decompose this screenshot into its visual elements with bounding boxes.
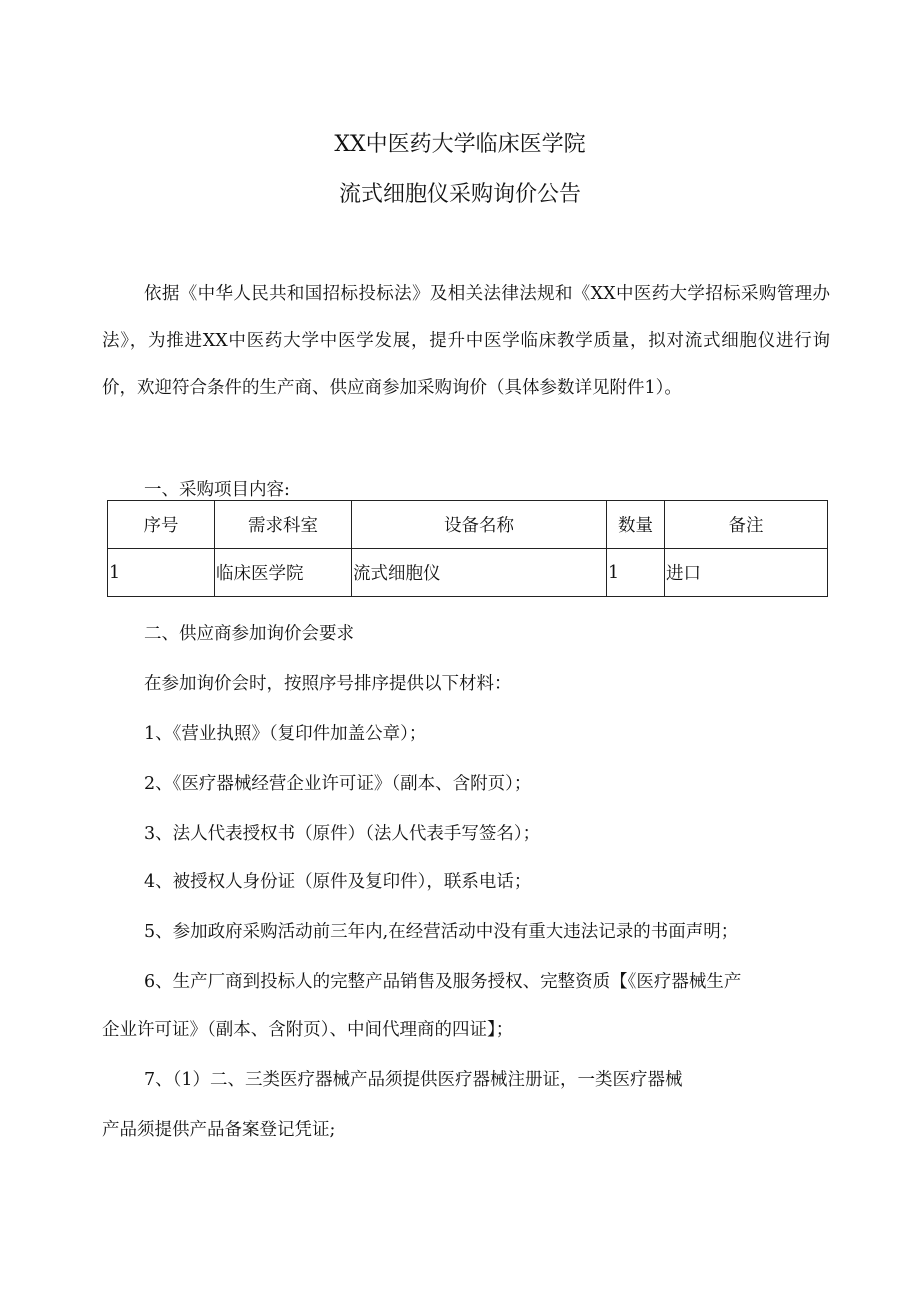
list-item-6-line2: 企业许可证》（副本、含附页）、中间代理商的四证】；	[102, 1020, 514, 1040]
procurement-table	[107, 500, 828, 597]
table-cell: 流式细胞仪	[352, 549, 607, 597]
table-header-cell: 需求科室	[215, 501, 352, 549]
list-item: 3、法人代表授权书（原件）（法人代表手写签名）；	[144, 824, 541, 844]
table-header-cell: 备注	[665, 501, 828, 549]
list-item: 1、《营业执照》（复印件加盖公章）；	[144, 724, 427, 744]
table-header-row	[108, 501, 828, 549]
section-heading-1: 一、采购项目内容:	[144, 480, 290, 500]
table-header-cell: 序号	[108, 501, 215, 549]
list-item-6-line1: 6、生产厂商到投标人的完整产品销售及服务授权、完整资质【《医疗器械生产	[144, 972, 742, 992]
intro-paragraph	[102, 271, 830, 412]
section-heading-2: 二、供应商参加询价会要求	[144, 624, 354, 644]
list-item-7-line1: 7、（1）二、三类医疗器械产品须提供医疗器械注册证，一类医疗器械	[144, 1070, 683, 1090]
table-cell: 进口	[665, 549, 828, 597]
intro-text: 依据《中华人民共和国招标投标法》及相关法律法规和《XX中医药大学招标采购管理办法》，为推进XX中医药大学中医学发展，提升中医学临床教学质量，拟对流式细胞仪进行询价，欢迎符合条件的生产商、供应商参加采购询价（具体参数详见附件1）。	[102, 284, 830, 398]
document-title-line1: XX中医药大学临床医学院	[334, 132, 586, 157]
document-title-line2: 流式细胞仪采购询价公告	[338, 182, 581, 207]
list-item: 4、被授权人身份证（原件及复印件），联系电话；	[144, 872, 532, 892]
table-cell: 1	[108, 549, 215, 597]
table-header-cell: 设备名称	[352, 501, 607, 549]
table-header-cell: 数量	[607, 501, 665, 549]
list-item: 2、《医疗器械经营企业许可证》（副本、含附页）；	[144, 774, 532, 794]
table-cell: 临床医学院	[215, 549, 352, 597]
table-cell: 1	[607, 549, 665, 597]
list-item: 5、参加政府采购活动前三年内,在经营活动中没有重大违法记录的书面声明；	[144, 922, 739, 942]
list-item-7-line2: 产品须提供产品备案登记凭证;	[102, 1120, 336, 1140]
requirements-lead: 在参加询价会时，按照序号排序提供以下材料：	[144, 674, 512, 694]
table-row	[108, 549, 828, 597]
